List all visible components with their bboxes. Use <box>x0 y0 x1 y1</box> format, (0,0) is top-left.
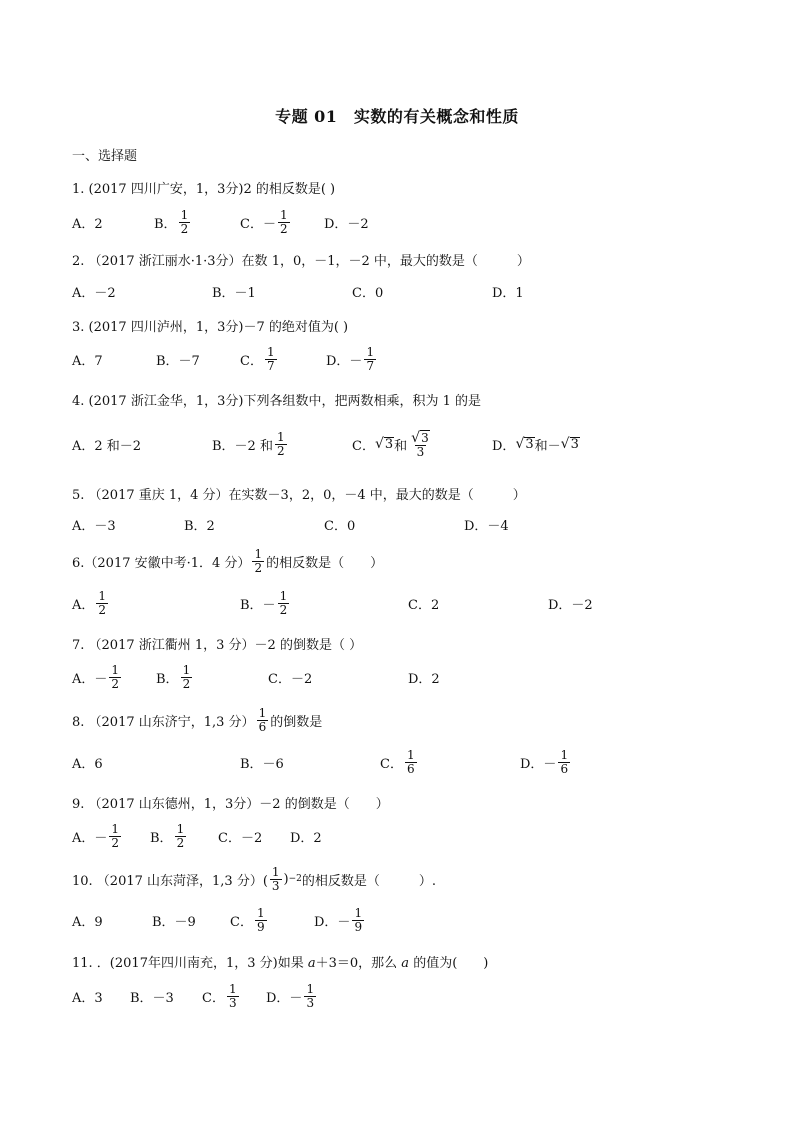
option-b: B． $\frac{1}{2}$ <box>150 821 185 850</box>
option-b: B． $\frac{1}{2}$ <box>156 662 191 691</box>
fraction: $\frac{1}{6}$ <box>560 747 569 776</box>
fraction: $\frac{1}{6}$ <box>406 747 415 776</box>
option-d: D．2 <box>408 671 440 687</box>
option-a: A．－3 <box>72 518 116 534</box>
option-d: D． √ 3 和－ √ 3 <box>492 436 579 454</box>
option-c: C．0 <box>352 285 384 301</box>
variable-a: a <box>401 956 410 971</box>
fraction: $\frac{1}{9}$ <box>256 905 265 934</box>
question-2: 2. （2017 浙江丽水·1·3分）在数 1，0，－1，－2 中，最大的数是（ ） <box>72 254 530 269</box>
option-d: D．－ $\frac{1}{3}$ <box>266 981 315 1010</box>
option-b: B．－2 和 $\frac{1}{2}$ <box>212 429 285 458</box>
option-c: C． $\frac{1}{3}$ <box>202 981 237 1010</box>
fraction: $\frac{1}{2}$ <box>98 588 107 617</box>
fraction: $\frac{1}{2}$ <box>182 662 191 691</box>
fraction: √ 3 3 <box>411 429 429 459</box>
fraction: $\frac{1}{2}$ <box>276 429 285 458</box>
option-c: C．－ $\frac{1}{2}$ <box>240 207 288 236</box>
variable-a: a <box>307 956 316 971</box>
square-root: √ 3 <box>411 429 429 446</box>
exponent: −2 <box>288 874 302 884</box>
question-7: 7. （2017 浙江衢州 1，3 分）－2 的倒数是（ ） <box>72 638 363 653</box>
option-d: D．－2 <box>548 597 593 613</box>
fraction: $\frac{1}{3}$ <box>271 864 280 893</box>
question-10: 10. （2017 山东菏泽，1,3 分）( $\frac{1}{3}$ ) −2 的相反数是（ ）. <box>72 864 437 893</box>
option-c: C． √ 3 和 √ 3 3 <box>352 426 434 462</box>
option-c: C． $\frac{1}{6}$ <box>380 747 415 776</box>
question-6: 6.（2017 安徽中考·1．4 分） $\frac{1}{2}$ 的相反数是（ ） <box>72 546 384 575</box>
option-d: D．－ $\frac{1}{9}$ <box>314 905 363 934</box>
fraction: $\frac{1}{2}$ <box>279 207 288 236</box>
question-11: 11. ．(2017年四川南充，1，3 分)如果 a＋3＝0，那么 a 的值为( ) <box>72 956 489 971</box>
option-b: B．－6 <box>240 756 284 772</box>
option-a: A．6 <box>72 756 103 772</box>
fraction: $\frac{1}{7}$ <box>366 344 375 373</box>
options-10 <box>72 902 732 938</box>
fraction: $\frac{1}{2}$ <box>180 207 189 236</box>
options-5 <box>72 506 732 542</box>
options-1 <box>72 204 732 240</box>
option-d: D．2 <box>290 830 322 846</box>
option-a: A．3 <box>72 990 103 1006</box>
option-c: C．－2 <box>218 830 263 846</box>
option-c: C． $\frac{1}{7}$ <box>240 344 275 373</box>
section-heading: 一、选择题 <box>72 149 138 164</box>
option-b: B．－1 <box>212 285 256 301</box>
options-6 <box>72 585 732 621</box>
page-title: 专题 01 实数的有关概念和性质 <box>275 107 519 126</box>
option-b: B．2 <box>184 518 215 534</box>
option-a: A．2 和－2 <box>72 438 142 454</box>
fraction: $\frac{1}{2}$ <box>279 588 288 617</box>
option-b: B．－7 <box>156 353 200 369</box>
square-root: √ 3 <box>560 436 579 452</box>
options-3 <box>72 341 732 377</box>
option-a: A． $\frac{1}{2}$ <box>72 588 107 617</box>
options-11 <box>72 978 732 1014</box>
option-a: A．7 <box>72 353 103 369</box>
option-c: C．－2 <box>268 671 313 687</box>
question-5: 5. （2017 重庆 1，4 分）在实数－3，2，0，－4 中，最大的数是（ ） <box>72 488 526 503</box>
option-b: B． $\frac{1}{2}$ <box>154 207 189 236</box>
fraction: $\frac{1}{3}$ <box>228 981 237 1010</box>
option-c: C．2 <box>408 597 440 613</box>
option-d: D．－2 <box>324 216 369 232</box>
option-d: D．－ $\frac{1}{7}$ <box>326 344 375 373</box>
option-c: C．0 <box>324 518 356 534</box>
option-d: D．1 <box>492 285 524 301</box>
fraction: $\frac{1}{7}$ <box>266 344 275 373</box>
fraction: $\frac{1}{3}$ <box>306 981 315 1010</box>
option-c: C． $\frac{1}{9}$ <box>230 905 265 934</box>
options-2 <box>72 273 732 309</box>
option-a: A．－2 <box>72 285 116 301</box>
square-root: √ 3 <box>374 436 394 452</box>
option-b: B．－3 <box>130 990 174 1006</box>
question-8: 8. （2017 山东济宁，1,3 分） $\frac{1}{6}$ 的倒数是 <box>72 705 323 734</box>
question-1: 1. (2017 四川广安，1，3分)2 的相反数是( ) <box>72 182 336 197</box>
question-4: 4. (2017 浙江金华，1，3分)下列各组数中，把两数相乘，积为 1 的是 <box>72 394 481 409</box>
options-4 <box>72 426 732 462</box>
option-d: D．－ $\frac{1}{6}$ <box>520 747 569 776</box>
option-b: B．－ $\frac{1}{2}$ <box>240 588 288 617</box>
option-a: A．9 <box>72 914 103 930</box>
option-a: A．2 <box>72 216 103 232</box>
option-a: A．－ $\frac{1}{2}$ <box>72 821 120 850</box>
question-9: 9. （2017 山东德州，1，3分）－2 的倒数是（ ） <box>72 797 389 812</box>
fraction: $\frac{1}{2}$ <box>176 821 185 850</box>
fraction: $\frac{1}{2}$ <box>254 546 263 575</box>
option-b: B．－9 <box>152 914 196 930</box>
options-7 <box>72 659 732 695</box>
option-d: D．－4 <box>464 518 509 534</box>
fraction: $\frac{1}{6}$ <box>258 705 267 734</box>
question-3: 3. (2017 四川泸州，1，3分)－7 的绝对值为( ) <box>72 320 349 335</box>
square-root: √ 3 <box>515 436 534 452</box>
fraction: $\frac{1}{2}$ <box>111 662 120 691</box>
fraction: $\frac{1}{9}$ <box>354 905 363 934</box>
options-9 <box>72 818 732 854</box>
options-8 <box>72 744 732 780</box>
fraction: $\frac{1}{2}$ <box>111 821 120 850</box>
option-a: A．－ $\frac{1}{2}$ <box>72 662 120 691</box>
